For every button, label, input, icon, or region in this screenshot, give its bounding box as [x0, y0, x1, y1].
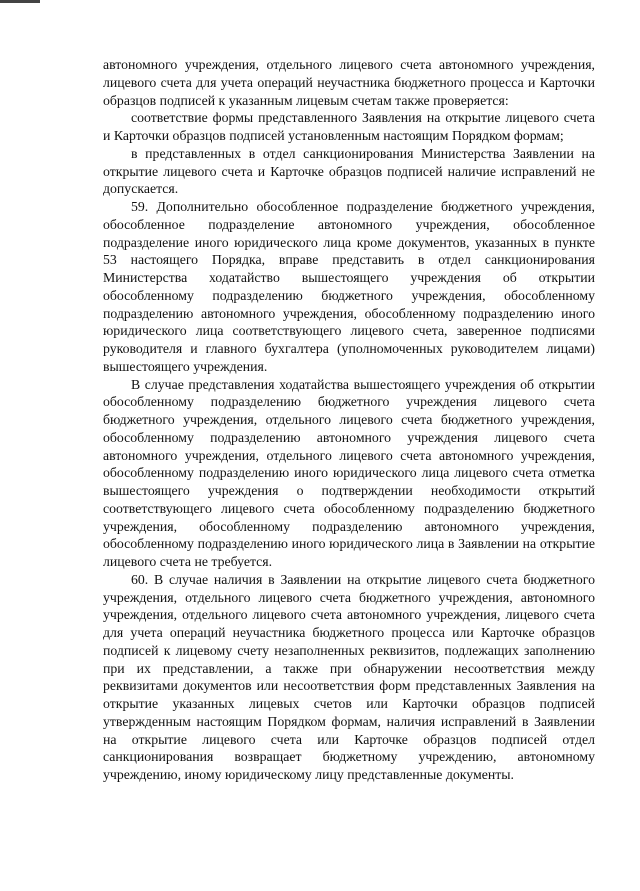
- paragraph-form-check: соответствие формы представленного Заявления на открытие лицевого счета и Карточки образцов подписей установленным настоящим Порядком формам;: [103, 110, 595, 143]
- paragraph-clause-59: 59. Дополнительно обособленное подразделение бюджетного учреждения, обособленное подразделение автономного учреждения, обособленное подразделение иного юридического лица кроме документов, указанных в пункте 53 настоящего Порядка, вправе представить в отдел санкционирования Министерства ходатайство вышестоящего учреждения об открытии обособленному подразделению бюджетного учреждения, обособленному подразделению автономного учреждения, обособленному подразделению иного юридического лица соответствующего лицевого счета, заверенное подписями руководителя и главного бухгалтера (уполномоченных руководителем лицами) вышестоящего учреждения.: [103, 199, 595, 374]
- scan-edge-mark: [0, 0, 40, 3]
- paragraph-no-corrections: в представленных в отдел санкционирования Министерства Заявлении на открытие лицевого счета и Карточке образцов подписей наличие исправлений не допускается.: [103, 145, 595, 197]
- paragraph-continuation: автономного учреждения, отдельного лицевого счета автономного учреждения, лицевого счета для учета операций неучастника бюджетного процесса и Карточки образцов подписей к указанным лицевым счетам также проверяется:: [103, 57, 595, 108]
- paragraph-clause-60: 60. В случае наличия в Заявлении на открытие лицевого счета бюджетного учреждения, отдельного лицевого счета бюджетного учреждения, автономного учреждения, отдельного лицевого счета автономного учреждения, лицевого счета для учета операций неучастника бюджетного процесса или Карточке образцов подписей к лицевому счету незаполненных реквизитов, подлежащих заполнению при их представлении, а также при обнаружении несоответствия между реквизитами документов или несоответствия форм представленных Заявления на открытие указанных лицевых счетов или Карточки образцов подписей утвержденным настоящим Порядком формам, наличия исправлений в Заявлении на открытие лицевого счета или Карточке образцов подписей отдел санкционирования возвращает бюджетному учреждению, автономному учреждению, иному юридическому лицу представленные документы.: [103, 571, 595, 782]
- paragraph-petition-case: В случае представления ходатайства вышестоящего учреждения об открытии обособленному подразделению бюджетного учреждения лицевого счета бюджетного учреждения, отдельного лицевого счета бюджетного учреждения, обособленному подразделению автономного учреждения лицевого счета автономного учреждения, отдельного лицевого счета автономного учреждения, обособленному подразделению иного юридического лица лицевого счета отметка вышестоящего учреждения о подтверждении необходимости открытий соответствующего лицевого счета обособленному подразделению бюджетного учреждения, обособленному подразделению автономного учреждения, обособленному подразделению иного юридического лица в Заявлении на открытие лицевого счета не требуется.: [103, 376, 595, 569]
- document-body: [103, 56, 595, 784]
